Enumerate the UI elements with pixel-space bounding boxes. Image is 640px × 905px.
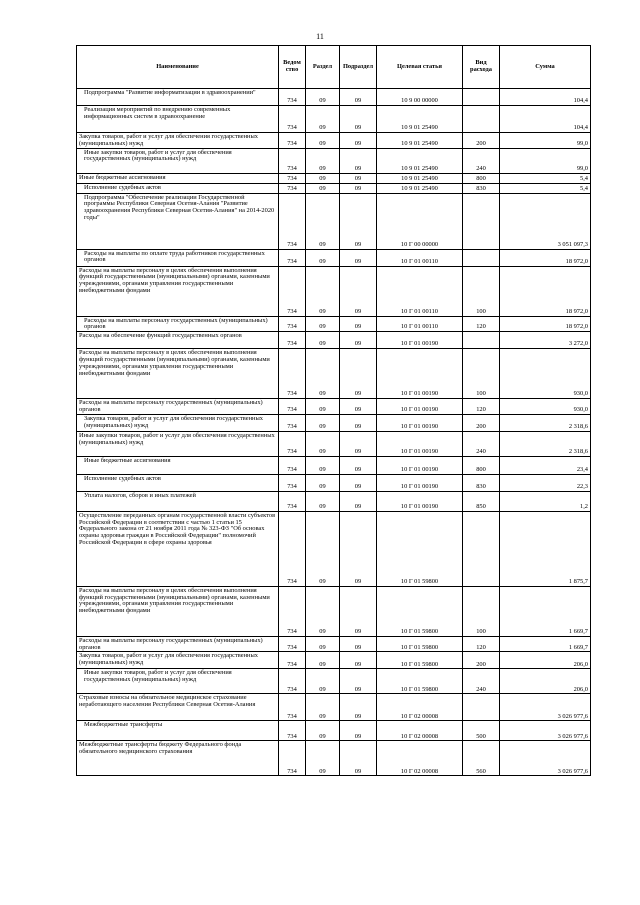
- cell-podrazdel: 09: [340, 491, 377, 511]
- cell-summa: 99,0: [500, 148, 591, 173]
- cell-celevaya: 10 9 01 25490: [377, 106, 463, 133]
- cell-vid: 240: [463, 669, 500, 694]
- table-body: [77, 89, 591, 776]
- header-razdel: Раздел: [306, 46, 340, 89]
- cell-razdel: 09: [306, 652, 340, 669]
- cell-vid: 850: [463, 491, 500, 511]
- cell-summa: 1 669,7: [500, 636, 591, 652]
- cell-podrazdel: 09: [340, 316, 377, 332]
- cell-vid: 240: [463, 431, 500, 456]
- table-row: [77, 456, 591, 474]
- cell-celevaya: 10 Г 01 59800: [377, 511, 463, 586]
- cell-name: Межбюджетные трансферты бюджету Федерального фонда обязательного медицинского страхования: [77, 741, 279, 776]
- cell-name: Иные бюджетные ассигнования: [77, 456, 279, 474]
- cell-summa: 930,0: [500, 399, 591, 415]
- table-row: [77, 183, 591, 193]
- cell-name: Подпрограмма "Обеспечение реализации Государственной программы Республики Северная Осетия-Алания "Развитие здравоохранения Республики Северная Осетия-Алания" на 2014-2020 годы": [77, 193, 279, 249]
- cell-summa: 930,0: [500, 349, 591, 399]
- cell-name: Закупка товаров, работ и услуг для обеспечения государственных (муниципальных) нужд: [77, 652, 279, 669]
- cell-razdel: 09: [306, 399, 340, 415]
- cell-summa: 1 875,7: [500, 511, 591, 586]
- cell-razdel: 09: [306, 106, 340, 133]
- cell-summa: 1 669,7: [500, 586, 591, 636]
- cell-name: Расходы на обеспечение функций государственных органов: [77, 332, 279, 349]
- cell-razdel: 09: [306, 511, 340, 586]
- cell-ved: 734: [279, 431, 306, 456]
- cell-ved: 734: [279, 399, 306, 415]
- cell-ved: 734: [279, 173, 306, 183]
- page-number: 11: [316, 32, 324, 41]
- cell-podrazdel: 09: [340, 249, 377, 266]
- table-row: [77, 316, 591, 332]
- cell-summa: 5,4: [500, 173, 591, 183]
- cell-name: Исполнение судебных актов: [77, 474, 279, 491]
- cell-celevaya: 10 Г 01 00190: [377, 349, 463, 399]
- cell-ved: 734: [279, 456, 306, 474]
- table-row: [77, 491, 591, 511]
- cell-razdel: 09: [306, 636, 340, 652]
- table-row: [77, 249, 591, 266]
- cell-summa: 104,4: [500, 106, 591, 133]
- cell-summa: 3 026 977,6: [500, 721, 591, 741]
- cell-summa: 3 026 977,6: [500, 694, 591, 721]
- table-row: [77, 669, 591, 694]
- cell-name: Иные бюджетные ассигнования: [77, 173, 279, 183]
- cell-vid: 120: [463, 399, 500, 415]
- cell-celevaya: 10 Г 01 59800: [377, 586, 463, 636]
- cell-summa: 5,4: [500, 183, 591, 193]
- cell-razdel: 09: [306, 491, 340, 511]
- cell-razdel: 09: [306, 89, 340, 106]
- table-row: [77, 474, 591, 491]
- cell-vid: 800: [463, 173, 500, 183]
- cell-celevaya: 10 9 01 25490: [377, 173, 463, 183]
- cell-name: Подпрограмма "Развитие информатизации в здравоохранении": [77, 89, 279, 106]
- cell-celevaya: 10 9 01 25490: [377, 183, 463, 193]
- cell-ved: 734: [279, 133, 306, 149]
- cell-razdel: 09: [306, 148, 340, 173]
- cell-razdel: 09: [306, 332, 340, 349]
- cell-celevaya: 10 Г 01 00190: [377, 474, 463, 491]
- cell-ved: 734: [279, 586, 306, 636]
- cell-name: Расходы на выплаты персоналу в целях обеспечения выполнения функций государственными (муниципальными) органами, казенными учреждениями, органами управления государственными внебюджетными фондами: [77, 349, 279, 399]
- cell-podrazdel: 09: [340, 89, 377, 106]
- cell-vid: 800: [463, 456, 500, 474]
- cell-ved: 734: [279, 414, 306, 431]
- table-row: [77, 741, 591, 776]
- cell-summa: 3 026 977,6: [500, 741, 591, 776]
- cell-ved: 734: [279, 474, 306, 491]
- cell-vid: [463, 694, 500, 721]
- cell-celevaya: 10 Г 01 00190: [377, 491, 463, 511]
- cell-podrazdel: 09: [340, 511, 377, 586]
- cell-ved: 734: [279, 89, 306, 106]
- cell-name: Закупка товаров, работ и услуг для обеспечения государственных (муниципальных) нужд: [77, 414, 279, 431]
- table-row: [77, 106, 591, 133]
- cell-razdel: 09: [306, 741, 340, 776]
- cell-summa: 18 972,0: [500, 266, 591, 316]
- cell-celevaya: 10 9 01 25490: [377, 148, 463, 173]
- cell-ved: 734: [279, 491, 306, 511]
- table-row: [77, 148, 591, 173]
- cell-name: Расходы на выплаты персоналу государственных (муниципальных) органов: [77, 316, 279, 332]
- cell-summa: 22,3: [500, 474, 591, 491]
- cell-celevaya: 10 Г 01 00190: [377, 332, 463, 349]
- cell-vid: 200: [463, 133, 500, 149]
- table-row: [77, 332, 591, 349]
- cell-ved: 734: [279, 183, 306, 193]
- cell-vid: 100: [463, 586, 500, 636]
- cell-vid: [463, 89, 500, 106]
- cell-razdel: 09: [306, 183, 340, 193]
- cell-name: Иные закупки товаров, работ и услуг для обеспечения государственных (муниципальных) нужд: [77, 148, 279, 173]
- table-row: [77, 431, 591, 456]
- cell-podrazdel: 09: [340, 332, 377, 349]
- cell-celevaya: 10 9 00 00000: [377, 89, 463, 106]
- cell-celevaya: 10 Г 01 59800: [377, 652, 463, 669]
- cell-razdel: 09: [306, 133, 340, 149]
- table-row: [77, 133, 591, 149]
- table-row: [77, 694, 591, 721]
- cell-name: Реализация мероприятий по внедрению современных информационных систем в здравоохранение: [77, 106, 279, 133]
- cell-podrazdel: 09: [340, 474, 377, 491]
- cell-name: Расходы на выплаты персоналу государственных (муниципальных) органов: [77, 399, 279, 415]
- cell-podrazdel: 09: [340, 173, 377, 183]
- cell-celevaya: 10 Г 01 00190: [377, 399, 463, 415]
- cell-ved: 734: [279, 636, 306, 652]
- cell-summa: 206,0: [500, 669, 591, 694]
- cell-razdel: 09: [306, 586, 340, 636]
- cell-summa: 2 318,6: [500, 414, 591, 431]
- table-row: [77, 193, 591, 249]
- cell-summa: 99,0: [500, 133, 591, 149]
- table-row: [77, 636, 591, 652]
- cell-name: Расходы на выплаты персоналу в целях обеспечения выполнения функций государственными (муниципальными) органами, казенными учреждениями, органами управления государственными внебюджетными фондами: [77, 266, 279, 316]
- cell-summa: 18 972,0: [500, 316, 591, 332]
- cell-razdel: 09: [306, 193, 340, 249]
- cell-ved: 734: [279, 106, 306, 133]
- cell-name: Закупка товаров, работ и услуг для обеспечения государственных (муниципальных) нужд: [77, 133, 279, 149]
- cell-ved: 734: [279, 266, 306, 316]
- cell-summa: 23,4: [500, 456, 591, 474]
- cell-vid: 100: [463, 266, 500, 316]
- header-name: Наименование: [77, 46, 279, 89]
- table-row: [77, 89, 591, 106]
- cell-vid: 240: [463, 148, 500, 173]
- cell-razdel: 09: [306, 694, 340, 721]
- cell-vid: 120: [463, 316, 500, 332]
- cell-razdel: 09: [306, 456, 340, 474]
- table-row: [77, 349, 591, 399]
- cell-summa: 3 272,0: [500, 332, 591, 349]
- header-celevaya: Целевая статья: [377, 46, 463, 89]
- cell-razdel: 09: [306, 173, 340, 183]
- cell-vid: 200: [463, 652, 500, 669]
- cell-celevaya: 10 Г 01 00190: [377, 456, 463, 474]
- cell-vid: [463, 106, 500, 133]
- cell-name: Иные закупки товаров, работ и услуг для обеспечения государственных (муниципальных) нужд: [77, 669, 279, 694]
- cell-podrazdel: 09: [340, 652, 377, 669]
- table-row: [77, 652, 591, 669]
- cell-podrazdel: 09: [340, 193, 377, 249]
- cell-celevaya: 10 Г 02 00008: [377, 741, 463, 776]
- cell-podrazdel: 09: [340, 106, 377, 133]
- cell-ved: 734: [279, 148, 306, 173]
- cell-vid: 830: [463, 474, 500, 491]
- cell-celevaya: 10 Г 02 00008: [377, 694, 463, 721]
- cell-celevaya: 10 Г 00 00000: [377, 193, 463, 249]
- cell-celevaya: 10 9 01 25490: [377, 133, 463, 149]
- cell-podrazdel: 09: [340, 636, 377, 652]
- cell-summa: 206,0: [500, 652, 591, 669]
- cell-vid: [463, 332, 500, 349]
- cell-podrazdel: 09: [340, 349, 377, 399]
- header-podrazdel: Подраздел: [340, 46, 377, 89]
- cell-celevaya: 10 Г 01 59800: [377, 669, 463, 694]
- cell-celevaya: 10 Г 01 59800: [377, 636, 463, 652]
- header-summa: Сумма: [500, 46, 591, 89]
- table-header-row: [77, 46, 591, 89]
- cell-name: Межбюджетные трансферты: [77, 721, 279, 741]
- table-row: [77, 266, 591, 316]
- cell-summa: 18 972,0: [500, 249, 591, 266]
- cell-celevaya: 10 Г 01 00110: [377, 266, 463, 316]
- cell-podrazdel: 09: [340, 694, 377, 721]
- cell-podrazdel: 09: [340, 148, 377, 173]
- cell-razdel: 09: [306, 266, 340, 316]
- cell-podrazdel: 09: [340, 669, 377, 694]
- cell-podrazdel: 09: [340, 431, 377, 456]
- cell-ved: 734: [279, 694, 306, 721]
- cell-name: Осуществление переданных органам государственной власти субъектов Российской Федерации в соответствии с частью 1 статьи 15 Федерального закона от 21 ноября 2011 года № 323-ФЗ "Об основах охраны здоровья граждан в Российской Федерации" полномочий Российской Федерации в сфере охраны здоровья: [77, 511, 279, 586]
- table-row: [77, 721, 591, 741]
- cell-ved: 734: [279, 193, 306, 249]
- cell-name: Страховые взносы на обязательное медицинское страхование неработающего населения Республики Северная Осетия-Алания: [77, 694, 279, 721]
- cell-podrazdel: 09: [340, 741, 377, 776]
- cell-name: Исполнение судебных актов: [77, 183, 279, 193]
- cell-ved: 734: [279, 741, 306, 776]
- cell-podrazdel: 09: [340, 133, 377, 149]
- cell-name: Расходы на выплаты персоналу в целях обеспечения выполнения функций государственными (муниципальными) органами, казенными учреждениями, органами управления государственными внебюджетными фондами: [77, 586, 279, 636]
- cell-summa: 3 051 097,3: [500, 193, 591, 249]
- cell-vid: 200: [463, 414, 500, 431]
- cell-name: Расходы на выплаты персоналу государственных (муниципальных) органов: [77, 636, 279, 652]
- table-row: [77, 399, 591, 415]
- cell-razdel: 09: [306, 316, 340, 332]
- cell-ved: 734: [279, 249, 306, 266]
- cell-name: Расходы на выплаты по оплате труда работников государственных органов: [77, 249, 279, 266]
- cell-celevaya: 10 Г 01 00190: [377, 414, 463, 431]
- cell-podrazdel: 09: [340, 414, 377, 431]
- cell-razdel: 09: [306, 249, 340, 266]
- cell-summa: 2 318,6: [500, 431, 591, 456]
- cell-celevaya: 10 Г 01 00190: [377, 431, 463, 456]
- table-row: [77, 586, 591, 636]
- cell-razdel: 09: [306, 669, 340, 694]
- cell-razdel: 09: [306, 414, 340, 431]
- cell-celevaya: 10 Г 02 00008: [377, 721, 463, 741]
- table-row: [77, 511, 591, 586]
- budget-table: [76, 45, 591, 776]
- header-ved: Ведом ство: [279, 46, 306, 89]
- cell-ved: 734: [279, 652, 306, 669]
- cell-vid: 120: [463, 636, 500, 652]
- cell-vid: 500: [463, 721, 500, 741]
- cell-podrazdel: 09: [340, 721, 377, 741]
- cell-ved: 734: [279, 316, 306, 332]
- cell-vid: 560: [463, 741, 500, 776]
- cell-podrazdel: 09: [340, 266, 377, 316]
- cell-summa: 1,2: [500, 491, 591, 511]
- cell-ved: 734: [279, 332, 306, 349]
- cell-razdel: 09: [306, 721, 340, 741]
- cell-vid: 830: [463, 183, 500, 193]
- cell-ved: 734: [279, 349, 306, 399]
- cell-razdel: 09: [306, 474, 340, 491]
- cell-vid: [463, 249, 500, 266]
- header-vid: Вид расхода: [463, 46, 500, 89]
- table-row: [77, 173, 591, 183]
- cell-vid: [463, 193, 500, 249]
- cell-ved: 734: [279, 721, 306, 741]
- cell-podrazdel: 09: [340, 456, 377, 474]
- table-row: [77, 414, 591, 431]
- cell-name: Уплата налогов, сборов и иных платежей: [77, 491, 279, 511]
- cell-podrazdel: 09: [340, 586, 377, 636]
- cell-razdel: 09: [306, 349, 340, 399]
- cell-vid: 100: [463, 349, 500, 399]
- cell-summa: 104,4: [500, 89, 591, 106]
- cell-ved: 734: [279, 511, 306, 586]
- cell-celevaya: 10 Г 01 00110: [377, 249, 463, 266]
- cell-podrazdel: 09: [340, 399, 377, 415]
- cell-name: Иные закупки товаров, работ и услуг для обеспечения государственных (муниципальных) нужд: [77, 431, 279, 456]
- cell-razdel: 09: [306, 431, 340, 456]
- cell-vid: [463, 511, 500, 586]
- cell-podrazdel: 09: [340, 183, 377, 193]
- cell-celevaya: 10 Г 01 00110: [377, 316, 463, 332]
- cell-ved: 734: [279, 669, 306, 694]
